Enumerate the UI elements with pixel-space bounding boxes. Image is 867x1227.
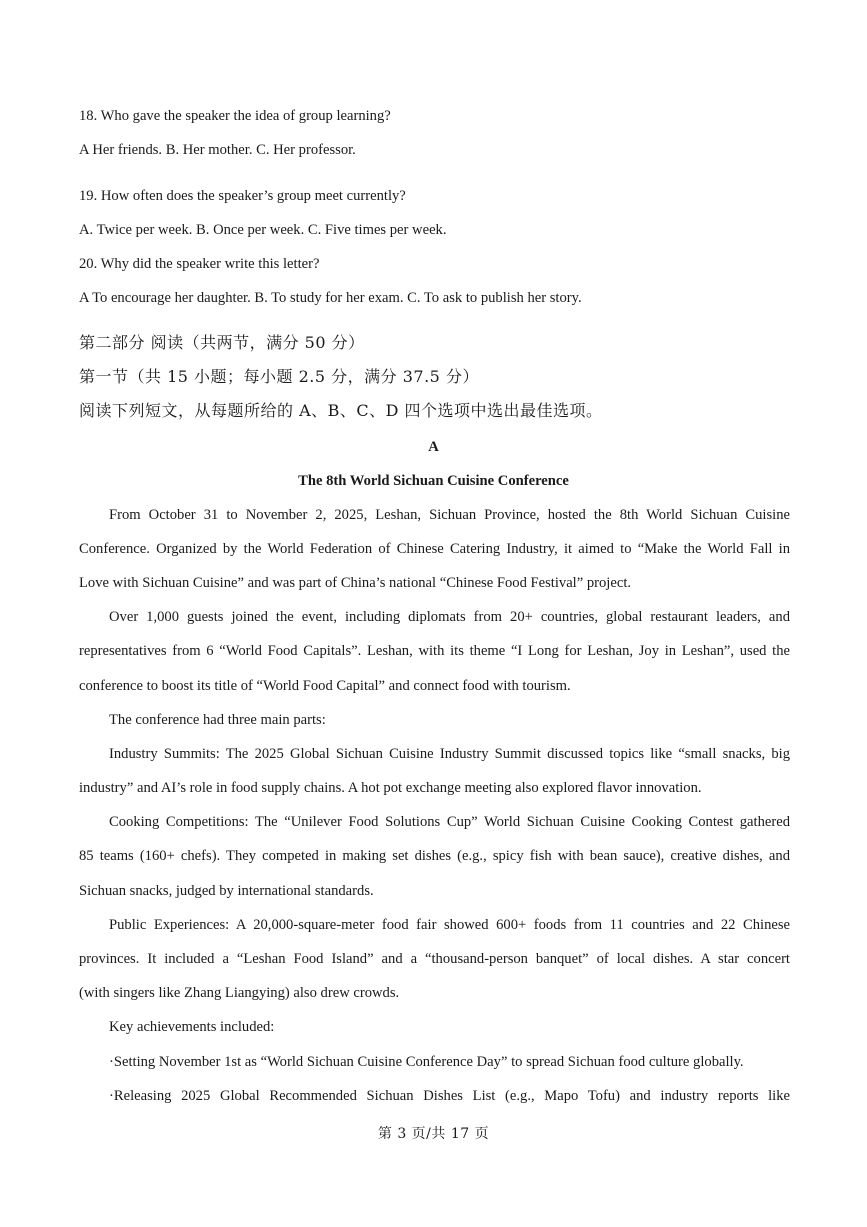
passage-title: The 8th World Sichuan Cuisine Conference: [298, 473, 569, 489]
question-18-options: A Her friends. B. Her mother. C. Her professor.: [79, 142, 356, 158]
passage-line: Cooking Competitions: The “Unilever Food Solutions Cup” World Sichuan Cuisine Cooking Contest gathered: [109, 814, 790, 830]
passage-line: industry” and AI’s role in food supply chains. A hot pot exchange meeting also explored flavor innovation.: [79, 780, 702, 796]
passage-letter: A: [428, 439, 439, 455]
part-two-heading: 第二部分 阅读（共两节，满分 50 分）: [79, 333, 365, 352]
passage-line: ·Setting November 1st as “World Sichuan Cuisine Conference Day” to spread Sichuan food culture globally.: [109, 1054, 744, 1070]
question-19-options: A. Twice per week. B. Once per week. C. Five times per week.: [79, 222, 447, 238]
reading-instruction: 阅读下列短文，从每题所给的 A、B、C、D 四个选项中选出最佳选项。: [79, 401, 603, 420]
passage-line: Over 1,000 guests joined the event, including diplomats from 20+ countries, global restaurant leaders, and: [109, 609, 790, 625]
passage-line: Sichuan snacks, judged by international standards.: [79, 883, 374, 899]
section-one-heading: 第一节（共 15 小题；每小题 2.5 分，满分 37.5 分）: [79, 367, 479, 386]
question-20-stem: 20. Why did the speaker write this letter?: [79, 256, 320, 272]
passage-line: Industry Summits: The 2025 Global Sichuan Cuisine Industry Summit discussed topics like “small snacks, big: [109, 746, 790, 762]
question-20-options: A To encourage her daughter. B. To study for her exam. C. To ask to publish her story.: [79, 290, 582, 306]
passage-line: Key achievements included:: [109, 1019, 275, 1035]
question-19-stem: 19. How often does the speaker’s group meet currently?: [79, 188, 406, 204]
passage-line: ·Releasing 2025 Global Recommended Sichuan Dishes List (e.g., Mapo Tofu) and industry reports like: [109, 1088, 790, 1104]
passage-line: Public Experiences: A 20,000-square-meter food fair showed 600+ foods from 11 countries and 22 Chinese: [109, 917, 790, 933]
passage-line: (with singers like Zhang Liangying) also drew crowds.: [79, 985, 400, 1001]
question-18-stem: 18. Who gave the speaker the idea of group learning?: [79, 108, 391, 124]
passage-line: Love with Sichuan Cuisine” and was part of China’s national “Chinese Food Festival” project.: [79, 575, 632, 591]
passage-line: conference to boost its title of “World Food Capital” and connect food with tourism.: [79, 678, 571, 694]
passage-line: Conference. Organized by the World Federation of Chinese Catering Industry, it aimed to “Make the World Fall in: [79, 541, 790, 557]
passage-line: 85 teams (160+ chefs). They competed in making set dishes (e.g., spicy fish with bean sauce), creative dishes, and: [79, 848, 790, 864]
passage-line: representatives from 6 “World Food Capitals”. Leshan, with its theme “I Long for Leshan, Joy in Leshan”, used the: [79, 643, 790, 659]
passage-line: The conference had three main parts:: [109, 712, 326, 728]
passage-line: provinces. It included a “Leshan Food Island” and a “thousand-person banquet” of local dishes. A star concert: [79, 951, 790, 967]
passage-line: From October 31 to November 2, 2025, Leshan, Sichuan Province, hosted the 8th World Sichuan Cuisine: [109, 507, 790, 523]
page-number-footer: 第 3 页/共 17 页: [377, 1126, 490, 1142]
